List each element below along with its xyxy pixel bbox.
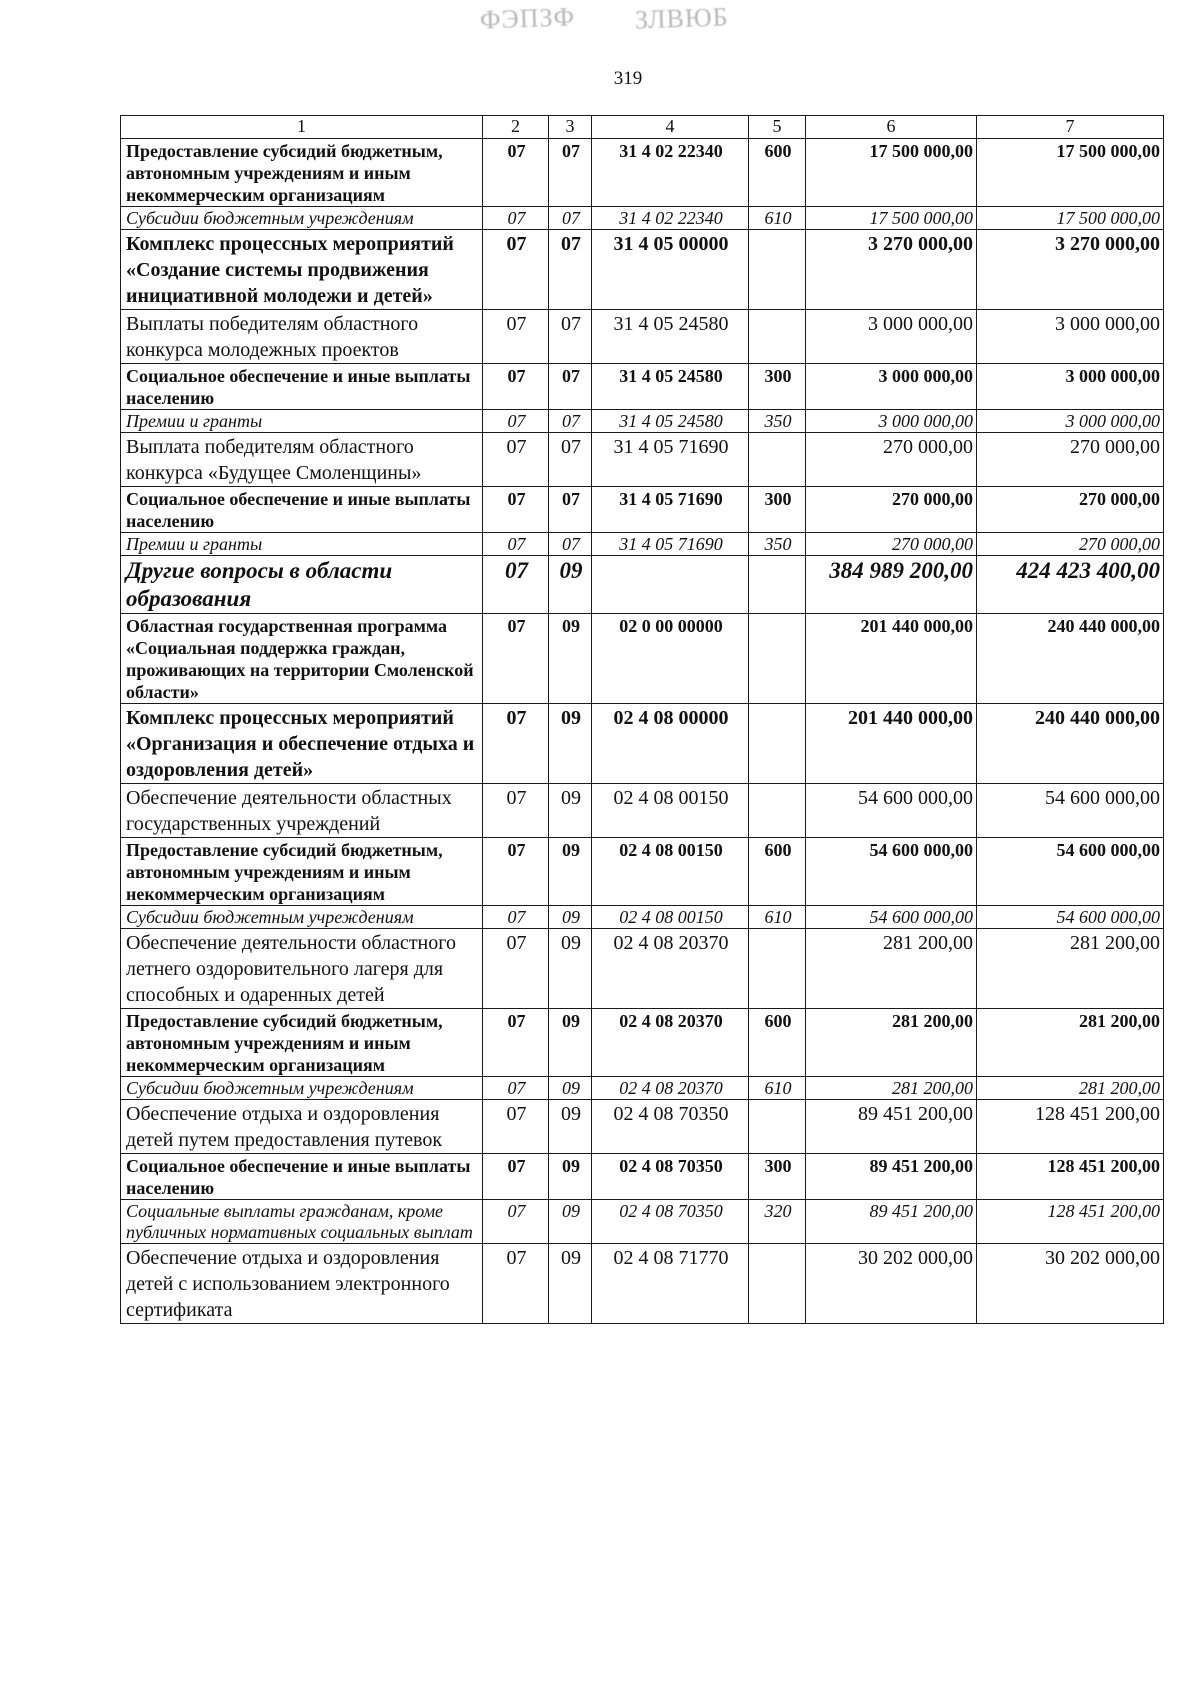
row-name-cell: Социальное обеспечение и иные выплаты населению: [121, 487, 483, 533]
row-subsection-cell: 09: [549, 906, 592, 929]
row-section-cell: 07: [483, 207, 549, 230]
budget-table: [120, 115, 1164, 1324]
row-section-cell: 07: [483, 556, 549, 614]
row-type-cell: 610: [749, 906, 806, 929]
row-amount-1-cell: 54 600 000,00: [806, 784, 977, 838]
row-type-cell: 300: [749, 487, 806, 533]
row-name-cell: Обеспечение отдыха и оздоровления детей с использованием электронного сертификата: [121, 1244, 483, 1324]
table-row: [121, 410, 1164, 433]
table-row: [121, 614, 1164, 704]
row-subsection-cell: 09: [549, 929, 592, 1009]
row-section-cell: 07: [483, 1009, 549, 1077]
row-code-cell: 31 4 05 00000: [592, 230, 749, 310]
row-section-cell: 07: [483, 1200, 549, 1244]
row-amount-2-cell: 17 500 000,00: [977, 139, 1164, 207]
header-col-2: 2: [483, 116, 549, 139]
row-subsection-cell: 07: [549, 487, 592, 533]
row-section-cell: 07: [483, 139, 549, 207]
row-type-cell: 610: [749, 1077, 806, 1100]
row-code-cell: 02 4 08 20370: [592, 1077, 749, 1100]
table-row: [121, 1200, 1164, 1244]
row-section-cell: 07: [483, 310, 549, 364]
row-name-cell: Субсидии бюджетным учреждениям: [121, 207, 483, 230]
row-type-cell: 600: [749, 838, 806, 906]
row-amount-2-cell: 281 200,00: [977, 929, 1164, 1009]
row-subsection-cell: 07: [549, 433, 592, 487]
row-subsection-cell: 09: [549, 1154, 592, 1200]
row-subsection-cell: 07: [549, 310, 592, 364]
row-amount-2-cell: 270 000,00: [977, 533, 1164, 556]
row-code-cell: 31 4 02 22340: [592, 139, 749, 207]
header-col-5: 5: [749, 116, 806, 139]
row-subsection-cell: 09: [549, 556, 592, 614]
table-row: [121, 310, 1164, 364]
header-col-7: 7: [977, 116, 1164, 139]
row-code-cell: 31 4 02 22340: [592, 207, 749, 230]
table-row: [121, 364, 1164, 410]
row-subsection-cell: 07: [549, 230, 592, 310]
row-type-cell: [749, 1244, 806, 1324]
row-subsection-cell: 07: [549, 533, 592, 556]
row-amount-2-cell: 3 270 000,00: [977, 230, 1164, 310]
row-name-cell: Социальное обеспечение и иные выплаты населению: [121, 1154, 483, 1200]
row-subsection-cell: 07: [549, 207, 592, 230]
row-amount-1-cell: 201 440 000,00: [806, 704, 977, 784]
row-amount-2-cell: 424 423 400,00: [977, 556, 1164, 614]
row-type-cell: [749, 614, 806, 704]
table-row: [121, 1244, 1164, 1324]
row-section-cell: 07: [483, 784, 549, 838]
row-section-cell: 07: [483, 704, 549, 784]
header-col-3: 3: [549, 116, 592, 139]
row-type-cell: [749, 784, 806, 838]
row-type-cell: 600: [749, 1009, 806, 1077]
row-section-cell: 07: [483, 487, 549, 533]
row-name-cell: Областная государственная программа «Социальная поддержка граждан, проживающих на территории Смоленской области»: [121, 614, 483, 704]
row-code-cell: 31 4 05 71690: [592, 533, 749, 556]
row-amount-2-cell: 17 500 000,00: [977, 207, 1164, 230]
row-amount-1-cell: 281 200,00: [806, 1009, 977, 1077]
row-amount-1-cell: 30 202 000,00: [806, 1244, 977, 1324]
row-code-cell: 02 4 08 70350: [592, 1154, 749, 1200]
row-subsection-cell: 07: [549, 139, 592, 207]
row-amount-1-cell: 3 000 000,00: [806, 364, 977, 410]
row-code-cell: 31 4 05 71690: [592, 487, 749, 533]
table-row: [121, 906, 1164, 929]
row-name-cell: Выплата победителям областного конкурса «Будущее Смоленщины»: [121, 433, 483, 487]
row-type-cell: [749, 929, 806, 1009]
row-amount-1-cell: 201 440 000,00: [806, 614, 977, 704]
row-type-cell: [749, 1100, 806, 1154]
row-amount-2-cell: 128 451 200,00: [977, 1154, 1164, 1200]
row-amount-2-cell: 30 202 000,00: [977, 1244, 1164, 1324]
row-type-cell: 320: [749, 1200, 806, 1244]
table-row: [121, 1154, 1164, 1200]
row-name-cell: Обеспечение деятельности областных государственных учреждений: [121, 784, 483, 838]
table-row: [121, 230, 1164, 310]
row-subsection-cell: 09: [549, 838, 592, 906]
row-amount-2-cell: 128 451 200,00: [977, 1100, 1164, 1154]
row-amount-2-cell: 270 000,00: [977, 487, 1164, 533]
row-amount-2-cell: 128 451 200,00: [977, 1200, 1164, 1244]
table-row: [121, 929, 1164, 1009]
row-section-cell: 07: [483, 364, 549, 410]
row-name-cell: Комплекс процессных мероприятий «Создание системы продвижения инициативной молодежи и детей»: [121, 230, 483, 310]
row-amount-1-cell: 281 200,00: [806, 929, 977, 1009]
row-name-cell: Предоставление субсидий бюджетным, автономным учреждениям и иным некоммерческим организациям: [121, 1009, 483, 1077]
row-amount-2-cell: 281 200,00: [977, 1077, 1164, 1100]
row-amount-1-cell: 270 000,00: [806, 433, 977, 487]
row-amount-1-cell: 54 600 000,00: [806, 906, 977, 929]
row-type-cell: 350: [749, 410, 806, 433]
row-amount-1-cell: 3 270 000,00: [806, 230, 977, 310]
row-type-cell: 350: [749, 533, 806, 556]
row-code-cell: 31 4 05 24580: [592, 310, 749, 364]
row-code-cell: 02 4 08 70350: [592, 1100, 749, 1154]
header-col-1: 1: [121, 116, 483, 139]
row-section-cell: 07: [483, 230, 549, 310]
row-code-cell: 02 4 08 20370: [592, 929, 749, 1009]
row-amount-2-cell: 3 000 000,00: [977, 364, 1164, 410]
page-number: 319: [613, 68, 643, 89]
row-name-cell: Социальные выплаты гражданам, кроме публичных нормативных социальных выплат: [121, 1200, 483, 1244]
row-subsection-cell: 07: [549, 364, 592, 410]
table-row: [121, 433, 1164, 487]
row-name-cell: Обеспечение отдыха и оздоровления детей путем предоставления путевок: [121, 1100, 483, 1154]
table-row: [121, 1077, 1164, 1100]
row-name-cell: Выплаты победителям областного конкурса молодежных проектов: [121, 310, 483, 364]
table-row: [121, 207, 1164, 230]
row-amount-2-cell: 54 600 000,00: [977, 838, 1164, 906]
row-amount-1-cell: 270 000,00: [806, 533, 977, 556]
row-name-cell: Субсидии бюджетным учреждениям: [121, 906, 483, 929]
row-code-cell: 02 4 08 71770: [592, 1244, 749, 1324]
row-type-cell: 600: [749, 139, 806, 207]
table-header-row: [121, 116, 1164, 139]
row-section-cell: 07: [483, 1154, 549, 1200]
row-amount-2-cell: 270 000,00: [977, 433, 1164, 487]
row-name-cell: Предоставление субсидий бюджетным, автономным учреждениям и иным некоммерческим организациям: [121, 838, 483, 906]
row-code-cell: 02 0 00 00000: [592, 614, 749, 704]
row-name-cell: Социальное обеспечение и иные выплаты населению: [121, 364, 483, 410]
row-type-cell: [749, 556, 806, 614]
row-section-cell: 07: [483, 410, 549, 433]
row-amount-1-cell: 54 600 000,00: [806, 838, 977, 906]
row-name-cell: Обеспечение деятельности областного летнего оздоровительного лагеря для способных и одаренных детей: [121, 929, 483, 1009]
row-name-cell: Комплекс процессных мероприятий «Организация и обеспечение отдыха и оздоровления детей»: [121, 704, 483, 784]
row-code-cell: 02 4 08 00000: [592, 704, 749, 784]
row-amount-1-cell: 89 451 200,00: [806, 1154, 977, 1200]
row-section-cell: 07: [483, 906, 549, 929]
row-subsection-cell: 09: [549, 704, 592, 784]
row-amount-1-cell: 384 989 200,00: [806, 556, 977, 614]
row-amount-2-cell: 240 440 000,00: [977, 614, 1164, 704]
row-code-cell: 02 4 08 00150: [592, 906, 749, 929]
table-row: [121, 533, 1164, 556]
table-row: [121, 1009, 1164, 1077]
row-subsection-cell: 09: [549, 1100, 592, 1154]
row-amount-2-cell: 3 000 000,00: [977, 310, 1164, 364]
row-code-cell: 31 4 05 24580: [592, 364, 749, 410]
stamp-left: ФЭПЗФ: [479, 2, 576, 35]
table-row: [121, 139, 1164, 207]
row-subsection-cell: 07: [549, 410, 592, 433]
row-type-cell: 300: [749, 1154, 806, 1200]
row-name-cell: Предоставление субсидий бюджетным, автономным учреждениям и иным некоммерческим организациям: [121, 139, 483, 207]
header-col-6: 6: [806, 116, 977, 139]
row-amount-1-cell: 3 000 000,00: [806, 310, 977, 364]
row-type-cell: 610: [749, 207, 806, 230]
row-code-cell: 02 4 08 00150: [592, 838, 749, 906]
row-name-cell: Премии и гранты: [121, 410, 483, 433]
row-amount-1-cell: 3 000 000,00: [806, 410, 977, 433]
row-subsection-cell: 09: [549, 1009, 592, 1077]
row-type-cell: [749, 310, 806, 364]
row-type-cell: [749, 433, 806, 487]
row-section-cell: 07: [483, 433, 549, 487]
row-type-cell: 300: [749, 364, 806, 410]
row-name-cell: Субсидии бюджетным учреждениям: [121, 1077, 483, 1100]
table-row: [121, 1100, 1164, 1154]
table-row: [121, 838, 1164, 906]
row-section-cell: 07: [483, 1077, 549, 1100]
row-subsection-cell: 09: [549, 614, 592, 704]
row-amount-1-cell: 17 500 000,00: [806, 207, 977, 230]
row-amount-2-cell: 281 200,00: [977, 1009, 1164, 1077]
row-subsection-cell: 09: [549, 1200, 592, 1244]
row-section-cell: 07: [483, 838, 549, 906]
table-row: [121, 704, 1164, 784]
row-code-cell: 02 4 08 70350: [592, 1200, 749, 1244]
row-code-cell: 02 4 08 00150: [592, 784, 749, 838]
row-code-cell: [592, 556, 749, 614]
row-amount-1-cell: 89 451 200,00: [806, 1200, 977, 1244]
table-row: [121, 784, 1164, 838]
row-type-cell: [749, 230, 806, 310]
row-name-cell: Премии и гранты: [121, 533, 483, 556]
row-amount-2-cell: 54 600 000,00: [977, 906, 1164, 929]
row-section-cell: 07: [483, 1100, 549, 1154]
row-amount-2-cell: 54 600 000,00: [977, 784, 1164, 838]
row-code-cell: 31 4 05 24580: [592, 410, 749, 433]
table-row: [121, 487, 1164, 533]
row-amount-1-cell: 89 451 200,00: [806, 1100, 977, 1154]
row-section-cell: 07: [483, 614, 549, 704]
row-section-cell: 07: [483, 1244, 549, 1324]
row-section-cell: 07: [483, 533, 549, 556]
row-type-cell: [749, 704, 806, 784]
row-amount-1-cell: 270 000,00: [806, 487, 977, 533]
row-code-cell: 02 4 08 20370: [592, 1009, 749, 1077]
row-subsection-cell: 09: [549, 784, 592, 838]
row-amount-1-cell: 17 500 000,00: [806, 139, 977, 207]
row-code-cell: 31 4 05 71690: [592, 433, 749, 487]
row-amount-1-cell: 281 200,00: [806, 1077, 977, 1100]
table-row: [121, 556, 1164, 614]
row-amount-2-cell: 3 000 000,00: [977, 410, 1164, 433]
row-section-cell: 07: [483, 929, 549, 1009]
row-amount-2-cell: 240 440 000,00: [977, 704, 1164, 784]
row-name-cell: Другие вопросы в области образования: [121, 556, 483, 614]
row-subsection-cell: 09: [549, 1077, 592, 1100]
row-subsection-cell: 09: [549, 1244, 592, 1324]
stamp-right: ЗЛВЮБ: [634, 2, 729, 35]
header-col-4: 4: [592, 116, 749, 139]
